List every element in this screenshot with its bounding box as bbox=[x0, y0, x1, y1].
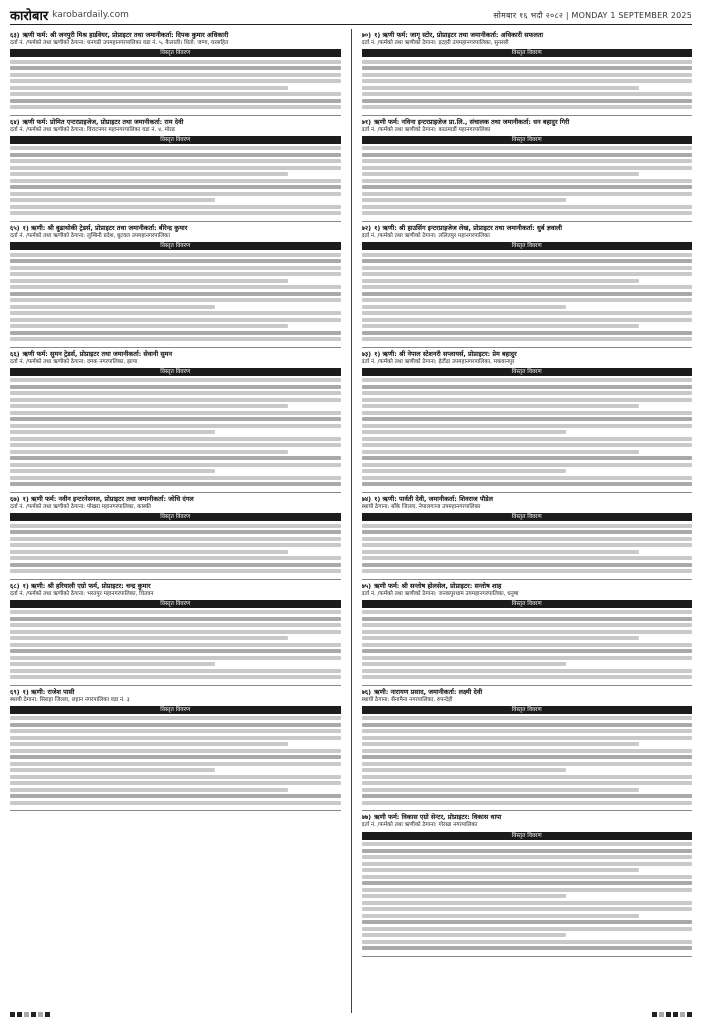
text-line bbox=[10, 781, 341, 785]
text-line bbox=[362, 524, 693, 528]
detail-heading-bar: विस्तृत विवरण bbox=[10, 242, 341, 250]
text-line bbox=[10, 211, 341, 215]
detail-heading-bar: विस्तृत विवरण bbox=[10, 49, 341, 57]
text-line bbox=[10, 205, 341, 209]
text-line bbox=[10, 318, 341, 322]
notice-body: दर्ता नं. /फर्मको तथा ऋणीको ठेगाना: पोखरा महानगरपालिका, कास्की bbox=[10, 503, 151, 510]
text-line bbox=[362, 385, 693, 389]
text-line bbox=[362, 179, 693, 183]
text-line bbox=[10, 537, 341, 541]
text-line bbox=[10, 569, 341, 573]
notice-body: स्थायी ठेगाना: सैनामैना नगरपालिका, रुपन्देही bbox=[361, 696, 453, 703]
detail-heading-bar: विस्तृत विवरण bbox=[362, 242, 693, 250]
notice-number: ७७) bbox=[361, 813, 372, 822]
text-line bbox=[10, 476, 341, 480]
text-line bbox=[10, 675, 341, 679]
notice-number: ७२) bbox=[361, 223, 372, 232]
notice-item bbox=[362, 116, 693, 222]
text-line bbox=[362, 185, 693, 189]
text-line bbox=[362, 482, 693, 486]
text-line bbox=[362, 469, 567, 473]
text-line bbox=[362, 279, 640, 283]
notice-heading bbox=[362, 688, 693, 696]
detail-heading-bar: विस्तृत विवरण bbox=[10, 600, 341, 608]
notice-body: स्थायी ठेगाना: बाँके जिल्ला, नेपालगञ्ज उपमहानगरपालिका bbox=[361, 503, 481, 510]
text-line bbox=[362, 166, 693, 170]
notice-title: ऋणी फर्म: प्रोमित एन्टरप्राइजेज, प्रोप्राइटर तथा जमानीकर्ता: राम देवी bbox=[22, 117, 184, 126]
text-line bbox=[362, 849, 693, 853]
text-line bbox=[362, 437, 693, 441]
text-line bbox=[10, 556, 341, 560]
notice-item bbox=[10, 686, 341, 812]
text-line bbox=[362, 205, 693, 209]
text-line bbox=[10, 92, 341, 96]
text-line bbox=[362, 716, 693, 720]
text-line bbox=[362, 623, 693, 627]
text-line bbox=[362, 675, 693, 679]
text-line bbox=[10, 404, 288, 408]
text-line bbox=[10, 749, 341, 753]
text-line bbox=[362, 749, 693, 753]
notice-item bbox=[10, 222, 341, 348]
text-line bbox=[362, 476, 693, 480]
text-line bbox=[10, 86, 288, 90]
text-line bbox=[362, 305, 567, 309]
text-line bbox=[362, 318, 693, 322]
logo-site: karobardaily.com bbox=[52, 10, 129, 20]
logo-mark: कारोबार bbox=[10, 9, 49, 24]
text-line bbox=[10, 311, 341, 315]
text-line bbox=[10, 610, 341, 614]
text-line bbox=[10, 794, 341, 798]
logo bbox=[10, 6, 129, 24]
text-line bbox=[10, 378, 341, 382]
text-line bbox=[10, 105, 341, 109]
notice-item bbox=[10, 580, 341, 686]
notice-title: ऋणी फर्म: सुमन ट्रेडर्स, प्रोप्राइटर तथा जमानीकर्ता: सेवानी सुमन bbox=[22, 349, 173, 358]
notice-body: दर्ता नं. /फर्मको तथा ऋणीको ठेगाना: गोरखा नगरपालिका bbox=[361, 822, 478, 829]
text-line bbox=[362, 901, 693, 905]
notice-heading bbox=[362, 813, 693, 821]
text-line bbox=[10, 736, 341, 740]
text-line bbox=[362, 729, 693, 733]
detail-heading-bar: विस्तृत विवरण bbox=[362, 136, 693, 144]
notice-title: ऋणी फर्म: नविना इन्टरप्राइजेज प्रा.लि., संचालक तथा जमानीकर्ता: धन बहादुर गिरी bbox=[374, 117, 570, 126]
text-line bbox=[362, 914, 640, 918]
text-line bbox=[362, 933, 567, 937]
text-line bbox=[362, 755, 693, 759]
notice-item bbox=[10, 116, 341, 222]
text-line bbox=[362, 530, 693, 534]
text-line bbox=[10, 272, 341, 276]
text-line bbox=[362, 337, 693, 341]
notice-body: स्थायी ठेगाना: सिराहा जिल्ला, लहान नगरपालिका वडा नं. ३ bbox=[10, 696, 130, 703]
text-line bbox=[10, 331, 341, 335]
text-line bbox=[10, 617, 341, 621]
notice-body: दर्ता नं. /फर्मको तथा ऋणीको ठेगाना: ललितपुर महानगरपालिका bbox=[361, 232, 490, 239]
text-line bbox=[10, 716, 341, 720]
text-line bbox=[10, 636, 288, 640]
text-line bbox=[362, 424, 693, 428]
text-line bbox=[10, 524, 341, 528]
detail-heading-bar: विस्तृत विवरण bbox=[10, 706, 341, 714]
text-line bbox=[10, 185, 341, 189]
text-line bbox=[10, 662, 215, 666]
text-line bbox=[10, 66, 341, 70]
text-line bbox=[10, 146, 341, 150]
text-line bbox=[10, 469, 215, 473]
text-line bbox=[362, 669, 693, 673]
right-column bbox=[362, 29, 693, 1013]
text-line bbox=[10, 73, 341, 77]
notice-title: १) ऋणी: श्री हरियाली एग्रो फर्म, प्रोप्राइटर: चन्द्र कुमार bbox=[22, 581, 151, 590]
text-line bbox=[362, 192, 693, 196]
notice-item bbox=[362, 580, 693, 686]
detail-heading-bar: विस्तृत विवरण bbox=[362, 600, 693, 608]
text-line bbox=[362, 73, 693, 77]
text-line bbox=[10, 775, 341, 779]
text-line bbox=[10, 788, 288, 792]
notice-heading bbox=[362, 31, 693, 39]
text-line bbox=[362, 537, 693, 541]
text-line bbox=[362, 881, 693, 885]
text-line bbox=[362, 298, 693, 302]
text-line bbox=[362, 324, 640, 328]
text-line bbox=[362, 556, 693, 560]
notice-title: ऋणी फर्म: श्री सन्तोष होलसेल, प्रोप्राइटर: सन्तोष शाह bbox=[374, 581, 502, 590]
column-divider bbox=[351, 29, 352, 1013]
notice-title: १) ऋणी: पार्वती देवी, जमानीकर्ता: शिवराज पौडेल bbox=[374, 494, 493, 503]
detail-heading-bar: विस्तृत विवरण bbox=[362, 49, 693, 57]
text-line bbox=[10, 391, 341, 395]
notice-number: ६३) bbox=[10, 31, 20, 39]
text-line bbox=[362, 801, 693, 805]
text-line bbox=[10, 305, 215, 309]
dateline: सोमबार १६ भदौ २०८२ | MONDAY 1 SEPTEMBER 2025 bbox=[493, 10, 692, 20]
text-line bbox=[362, 550, 640, 554]
text-line bbox=[362, 159, 693, 163]
text-line bbox=[10, 285, 341, 289]
text-line bbox=[10, 729, 341, 733]
text-line bbox=[362, 272, 693, 276]
text-line bbox=[362, 79, 693, 83]
text-line bbox=[362, 888, 693, 892]
text-line bbox=[362, 617, 693, 621]
text-line bbox=[10, 179, 341, 183]
notice-heading bbox=[10, 688, 341, 696]
text-line bbox=[362, 742, 640, 746]
footer-color-dots-left bbox=[10, 1012, 50, 1020]
text-line bbox=[10, 385, 341, 389]
notice-body: दर्ता नं. /फर्मको तथा ऋणीको ठेगाना: हेटौंडा उपमहानगरपालिका, मकवानपुर bbox=[361, 358, 515, 365]
text-line bbox=[10, 60, 341, 64]
notice-number: ७४) bbox=[361, 494, 372, 503]
detail-heading-bar: विस्तृत विवरण bbox=[362, 513, 693, 521]
text-line bbox=[362, 456, 693, 460]
text-line bbox=[362, 794, 693, 798]
text-line bbox=[10, 337, 341, 341]
notice-number: ७६) bbox=[361, 687, 372, 696]
text-line bbox=[10, 530, 341, 534]
text-line bbox=[362, 946, 693, 950]
text-line bbox=[362, 60, 693, 64]
notice-body: दर्ता नं. /फर्मको तथा ऋणीको ठेगाना: काठमाडौं महानगरपालिका bbox=[361, 126, 491, 133]
text-line bbox=[10, 159, 341, 163]
notice-heading bbox=[362, 582, 693, 590]
footer-bar bbox=[10, 1012, 692, 1020]
text-line bbox=[362, 569, 693, 573]
text-line bbox=[362, 842, 693, 846]
text-line bbox=[362, 311, 693, 315]
text-line bbox=[10, 398, 341, 402]
text-line bbox=[10, 443, 341, 447]
notice-body: दर्ता नं. /फर्मको तथा ऋणीको ठेगाना: जनकपुरधाम उपमहानगरपालिका, धनुषा bbox=[361, 590, 519, 597]
text-line bbox=[10, 450, 288, 454]
text-line bbox=[362, 788, 640, 792]
notice-item bbox=[362, 811, 693, 956]
text-line bbox=[362, 99, 693, 103]
text-line bbox=[362, 875, 693, 879]
text-line bbox=[10, 279, 288, 283]
text-line bbox=[10, 669, 341, 673]
detail-heading-bar: विस्तृत विवरण bbox=[10, 136, 341, 144]
text-line bbox=[10, 417, 341, 421]
masthead bbox=[10, 6, 692, 25]
text-line bbox=[362, 211, 693, 215]
text-line bbox=[10, 723, 341, 727]
text-line bbox=[362, 259, 693, 263]
notice-heading bbox=[10, 118, 341, 126]
notice-title: १) ऋणी: श्री नेपाल स्टेशनरी सप्लायर्स, प्रोप्राइटर: प्रेम बहादुर bbox=[374, 349, 517, 358]
text-line bbox=[362, 443, 693, 447]
notice-item bbox=[362, 222, 693, 348]
detail-heading-bar: विस्तृत विवरण bbox=[362, 832, 693, 840]
text-line bbox=[10, 253, 341, 257]
text-line bbox=[362, 768, 567, 772]
text-line bbox=[362, 450, 640, 454]
text-line bbox=[10, 79, 341, 83]
notice-item bbox=[362, 493, 693, 580]
notice-body: दर्ता नं. /फर्मको तथा ऋणीको ठेगाना: धनगढी उपमहानगरपालिका वडा नं. ५, कैलाली। धितो: जग्गा, घरसहित bbox=[10, 40, 229, 46]
text-line bbox=[10, 298, 341, 302]
text-line bbox=[10, 192, 341, 196]
text-line bbox=[362, 253, 693, 257]
text-line bbox=[10, 482, 341, 486]
text-line bbox=[362, 907, 693, 911]
text-line bbox=[362, 940, 693, 944]
notice-number: ६५) bbox=[10, 223, 20, 232]
notice-title: १) ऋणी फर्म: नवीन इन्टरनेसनल, प्रोप्राइटर तथा जमानीकर्ता: जोधि दंगल bbox=[22, 494, 194, 503]
detail-heading-bar: विस्तृत विवरण bbox=[10, 368, 341, 376]
text-line bbox=[362, 543, 693, 547]
left-column bbox=[10, 29, 341, 1013]
notice-title: १) ऋणी फर्म: जागृ स्टोर, प्रोप्राइटर तथा जमानीकर्ता: अधिकारी सफलता bbox=[374, 31, 544, 39]
notice-title: ऋणी फर्म: विकास एग्रो सेन्टर, प्रोप्राइटर: विकास थापा bbox=[374, 813, 502, 822]
text-line bbox=[362, 285, 693, 289]
text-line bbox=[362, 411, 693, 415]
notice-heading bbox=[10, 31, 341, 39]
notice-item bbox=[10, 348, 341, 493]
text-line bbox=[362, 927, 693, 931]
text-line bbox=[362, 391, 693, 395]
notice-title: १) ऋणी: राजेश पासी bbox=[22, 687, 75, 696]
text-line bbox=[10, 768, 215, 772]
notice-number: ६६) bbox=[10, 349, 20, 358]
text-line bbox=[362, 146, 693, 150]
notice-body: दर्ता नं. /फर्मको तथा ऋणीको ठेगाना: भरतपुर महानगरपालिका, चितवन bbox=[10, 590, 154, 597]
notice-body: दर्ता नं. /फर्मको तथा ऋणीको ठेगाना: इटहरी उपमहानगरपालिका, सुनसरी bbox=[361, 40, 509, 46]
notice-number: ६९) bbox=[10, 687, 20, 696]
notice-heading bbox=[362, 118, 693, 126]
text-line bbox=[10, 563, 341, 567]
text-line bbox=[362, 781, 693, 785]
text-line bbox=[362, 723, 693, 727]
text-line bbox=[10, 463, 341, 467]
notice-number: ६८) bbox=[10, 581, 20, 590]
text-line bbox=[362, 662, 567, 666]
notice-heading bbox=[10, 350, 341, 358]
text-line bbox=[362, 92, 693, 96]
text-line bbox=[362, 417, 693, 421]
text-line bbox=[362, 656, 693, 660]
notice-heading bbox=[10, 495, 341, 503]
text-line bbox=[362, 105, 693, 109]
text-line bbox=[362, 649, 693, 653]
text-line bbox=[362, 153, 693, 157]
detail-heading-bar: विस्तृत विवरण bbox=[10, 513, 341, 521]
text-line bbox=[10, 153, 341, 157]
text-line bbox=[10, 649, 341, 653]
columns bbox=[10, 29, 692, 1013]
notice-item bbox=[362, 686, 693, 812]
text-line bbox=[362, 463, 693, 467]
notice-heading bbox=[362, 224, 693, 232]
text-line bbox=[10, 166, 341, 170]
text-line bbox=[362, 86, 640, 90]
text-line bbox=[10, 172, 288, 176]
text-line bbox=[10, 99, 341, 103]
notice-heading bbox=[10, 224, 341, 232]
notice-number: ७१) bbox=[361, 117, 372, 126]
text-line bbox=[10, 623, 341, 627]
text-line bbox=[362, 292, 693, 296]
notice-item bbox=[362, 348, 693, 493]
text-line bbox=[362, 868, 640, 872]
text-line bbox=[362, 398, 693, 402]
text-line bbox=[362, 736, 693, 740]
detail-heading-bar: विस्तृत विवरण bbox=[362, 706, 693, 714]
text-line bbox=[10, 630, 341, 634]
notice-body: दर्ता नं. /फर्मको तथा ऋणीको ठेगाना: दमक नगरपालिका, झापा bbox=[10, 358, 138, 365]
notice-heading bbox=[362, 350, 693, 358]
detail-heading-bar: विस्तृत विवरण bbox=[362, 368, 693, 376]
text-line bbox=[10, 198, 215, 202]
text-line bbox=[10, 755, 341, 759]
text-line bbox=[362, 610, 693, 614]
text-line bbox=[10, 437, 341, 441]
text-line bbox=[362, 630, 693, 634]
notice-number: ६४) bbox=[10, 117, 20, 126]
notice-title: ऋणी: नारायण प्रसाद, जमानीकर्ता: लक्ष्मी देवी bbox=[374, 687, 483, 696]
text-line bbox=[10, 456, 341, 460]
text-line bbox=[10, 411, 341, 415]
text-line bbox=[10, 324, 288, 328]
text-line bbox=[362, 775, 693, 779]
text-line bbox=[362, 430, 567, 434]
text-line bbox=[10, 292, 341, 296]
text-line bbox=[10, 801, 341, 805]
notice-heading bbox=[10, 582, 341, 590]
text-line bbox=[362, 894, 567, 898]
text-line bbox=[362, 762, 693, 766]
notice-title: १) ऋणी: श्री हाउसिंग इन्टरप्राइजेज लेख, प्रोप्राइटर तथा जमानीकर्ता: धुर्ब ज्ञवाली bbox=[374, 223, 563, 232]
notice-body: दर्ता नं. /फर्मको तथा ऋणीको ठेगाना: विराटनगर महानगरपालिका वडा नं. ४, मोरङ bbox=[10, 126, 176, 133]
notice-item bbox=[10, 493, 341, 580]
text-line bbox=[362, 862, 693, 866]
text-line bbox=[362, 855, 693, 859]
notice-item bbox=[362, 29, 693, 116]
text-line bbox=[362, 266, 693, 270]
text-line bbox=[362, 198, 567, 202]
notice-body: दर्ता नं. /फर्मको तथा ऋणीको ठेगाना: लुम्बिनी प्रदेश, बुटवल उपमहानगरपालिका bbox=[10, 232, 170, 239]
text-line bbox=[362, 172, 640, 176]
text-line bbox=[10, 259, 341, 263]
text-line bbox=[10, 543, 341, 547]
text-line bbox=[10, 424, 341, 428]
notice-title: १) ऋणी: श्री बुढाथोकी ट्रेडर्स, प्रोप्राइटर तथा जमानीकर्ता: बीरेन्द्र कुमार bbox=[22, 223, 188, 232]
notice-number: ७३) bbox=[361, 349, 372, 358]
text-line bbox=[10, 266, 341, 270]
notice-heading bbox=[362, 495, 693, 503]
footer-color-dots-right bbox=[652, 1012, 692, 1020]
text-line bbox=[362, 66, 693, 70]
text-line bbox=[362, 563, 693, 567]
notice-item bbox=[10, 29, 341, 116]
text-line bbox=[10, 742, 288, 746]
notice-title: ऋणी फर्म: श्री जनपुरी मिश्र हार्डवेयर, प्रोप्राइटर तथा जमानीकर्ता: दिपक कुमार अधिकारी bbox=[22, 31, 229, 39]
text-line bbox=[362, 404, 640, 408]
notice-number: ७०) bbox=[361, 31, 372, 39]
text-line bbox=[362, 920, 693, 924]
notice-number: ६७) bbox=[10, 494, 20, 503]
text-line bbox=[362, 643, 693, 647]
text-line bbox=[10, 550, 288, 554]
notice-number: ७५) bbox=[361, 581, 372, 590]
text-line bbox=[10, 762, 341, 766]
text-line bbox=[10, 656, 341, 660]
text-line bbox=[10, 430, 215, 434]
text-line bbox=[362, 378, 693, 382]
text-line bbox=[362, 331, 693, 335]
text-line bbox=[10, 643, 341, 647]
text-line bbox=[362, 636, 640, 640]
